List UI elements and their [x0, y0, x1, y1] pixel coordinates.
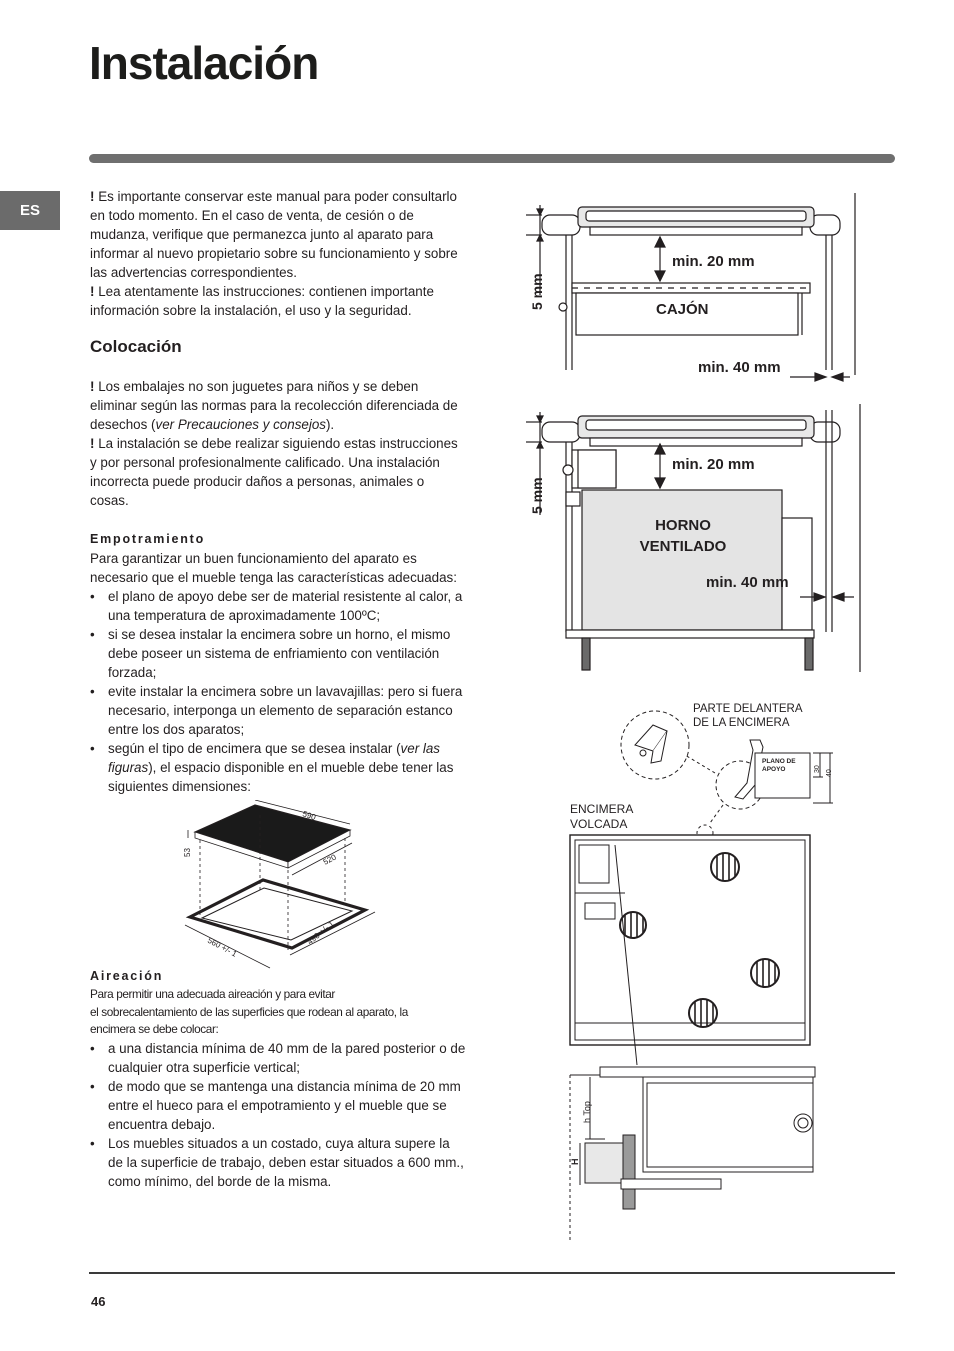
- cutout-dimension-figure: [180, 800, 380, 972]
- dim-490: 490 +/- 1: [305, 919, 336, 947]
- oven-clearance-figure: [520, 400, 864, 675]
- inverted-label-line2: VOLCADA: [570, 817, 628, 831]
- list-item: • a una distancia mínima de 40 mm de la pared posterior o de cualquier otra superficie vertical;: [90, 1039, 466, 1077]
- aireacion-intro: Para permitir una adecuada aireación y para evitar el sobrecalentamiento de las superficies que rodean al aparato, la encimera se debe colocar:: [90, 987, 408, 1036]
- aireacion-heading: Aireación: [90, 969, 164, 983]
- list-item: • el plano de apoyo debe ser de material resistente al calor, a una temperatura de aproximadamente 100ºC;: [90, 587, 466, 625]
- page-number: 46: [91, 1294, 106, 1309]
- section-colocacion-heading: Colocación: [90, 337, 182, 356]
- aireacion-block: [90, 967, 466, 1191]
- h-top-label: h Top: [582, 1101, 592, 1123]
- empotramiento-block: [90, 530, 466, 796]
- colocacion-paragraph-1: ! Los embalajes no son juguetes para niños y se deben eliminar según las normas para la recolección diferenciada de desechos (ver Precauciones y consejos).: [90, 379, 458, 432]
- drawer-min20-label: min. 20 mm: [672, 253, 755, 270]
- mounting-clip-figure: [565, 695, 845, 1245]
- inverted-label-line1: ENCIMERA: [570, 802, 634, 816]
- oven-label-line2: VENTILADO: [639, 538, 727, 555]
- list-item: • si se desea instalar la encimera sobre un horno, el mismo debe poseer un sistema de enfriamiento con ventilación forzada;: [90, 625, 466, 682]
- empotramiento-list: [90, 587, 466, 796]
- support-label-line1: PLANO DE: [762, 758, 796, 765]
- front-label-line1: PARTE DELANTERA: [693, 703, 803, 715]
- empotramiento-intro: Para garantizar un buen funcionamiento del aparato es necesario que el mueble tenga las características adecuadas:: [90, 551, 457, 585]
- colocacion-paragraph-2: ! La instalación se debe realizar siguiendo estas instrucciones y por personal profesionalmente calificado. Una instalación incorrecta puede producir daños a personas, animales o cosas.: [90, 436, 458, 508]
- colocacion-block: [90, 377, 466, 510]
- intro-paragraph-2: ! Lea atentamente las instrucciones: contienen importante información sobre la instalación, el uso y la seguridad.: [90, 284, 434, 318]
- oven-5mm-label: 5 mm: [529, 477, 545, 514]
- list-item: • evite instalar la encimera sobre un lavavajillas: pero si fuera necesario, interponga un elemento de separación estanco entre los dos aparatos;: [90, 682, 466, 739]
- drawer-clearance-figure: [520, 185, 864, 385]
- empotramiento-heading: Empotramiento: [90, 532, 206, 546]
- front-label-line2: DE LA ENCIMERA: [693, 717, 790, 729]
- language-tab: ES: [0, 191, 60, 230]
- support-label-line2: APOYO: [762, 766, 786, 773]
- oven-label-line1: HORNO: [655, 517, 711, 534]
- page-title: Instalación: [89, 37, 319, 89]
- intro-block: [90, 187, 466, 320]
- dim-30: 30: [814, 765, 821, 773]
- drawer-label: CAJÓN: [656, 301, 709, 318]
- dim-560: 560 +/- 1: [206, 935, 239, 959]
- intro-paragraph-1: ! Es importante conservar este manual para poder consultarlo en todo momento. En el caso de venta, de cesión o de mudanza, verifique que permanezca junto al aparato para informar al nuevo propietario sobre su funcionamiento y sobre las advertencias correspondientes.: [90, 189, 458, 280]
- aireacion-list: [90, 1039, 466, 1191]
- header-rule: [89, 154, 895, 163]
- h-label: H: [570, 1158, 580, 1165]
- list-item: • de modo que se mantenga una distancia mínima de 20 mm entre el hueco para el empotramiento y el mueble que se encuentra debajo.: [90, 1077, 466, 1134]
- dim-590: 590: [301, 809, 317, 823]
- dim-520: 520: [321, 852, 338, 867]
- drawer-5mm-label: 5 mm: [529, 273, 545, 310]
- oven-min20-label: min. 20 mm: [672, 456, 755, 473]
- drawer-min40-label: min. 40 mm: [698, 359, 781, 376]
- dim-40: 40: [826, 769, 833, 777]
- oven-min40-label: min. 40 mm: [706, 574, 789, 591]
- footer-rule: [89, 1272, 895, 1274]
- list-item: • Los muebles situados a un costado, cuya altura supere la de la superficie de trabajo, deben estar situados a 600 mm., como mínimo, del borde de la misma.: [90, 1134, 466, 1191]
- list-item: • según el tipo de encimera que se desea instalar (ver las figuras), el espacio disponible en el mueble debe tener las siguientes dimensiones:: [90, 739, 466, 796]
- dim-53: 53: [183, 848, 192, 857]
